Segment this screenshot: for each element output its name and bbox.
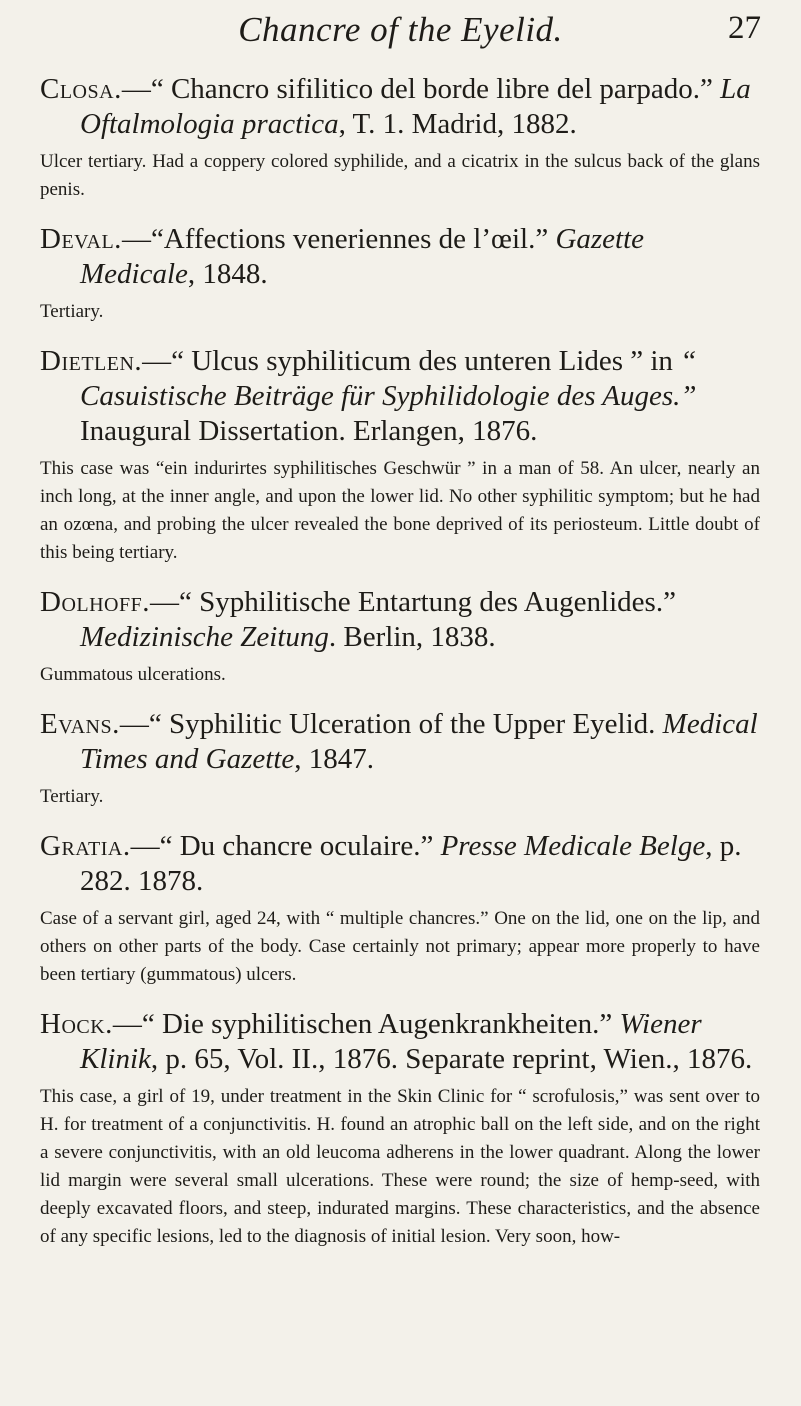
article-title: “ Syphilitic Ulceration of the Upper Eyelid. <box>148 708 663 740</box>
entry-deval <box>40 222 760 326</box>
author: Closa. <box>40 73 122 105</box>
citation <box>40 585 760 655</box>
entry-hock <box>40 1007 760 1251</box>
article-title: “Affections veneriennes de l’œil.” <box>150 223 556 255</box>
author: Dietlen. <box>40 345 143 377</box>
citation <box>40 1007 760 1077</box>
article-title: “ Die syphilitischen Augenkrankheiten.” <box>141 1008 620 1040</box>
publication: Medical Times and Gazette <box>80 708 758 775</box>
entry-gratia <box>40 829 760 989</box>
publication-details: , T. 1. Madrid, 1882. <box>338 108 577 140</box>
separator: — <box>112 1008 142 1040</box>
entry-dolhoff <box>40 585 760 689</box>
separator: — <box>150 586 179 618</box>
separator: — <box>121 223 151 255</box>
entry-note: This case was “ein indurirtes syphilitisches Geschwür ” in a man of 58. An ulcer, nearly an inch long, at the inner angle, and upon the lower lid. No other syphilitic symptom; but he had an ozœna, and probing the ulcer revealed the bone deprived of its periosteum. Little doubt of this being tertiary. <box>40 458 760 563</box>
author: Hock. <box>40 1008 113 1040</box>
publication-details: , 1848. <box>187 258 268 290</box>
author: Gratia. <box>40 830 131 862</box>
publication: La Oftalmologia practica <box>80 73 751 140</box>
citation <box>40 707 760 777</box>
publication-details: , p. 65, Vol. II., 1876. Separate reprint, Wien., 1876. <box>150 1043 753 1075</box>
author: Deval. <box>40 223 122 255</box>
entry-evans <box>40 707 760 811</box>
citation <box>40 829 760 899</box>
publication-details: , 1847. <box>294 743 375 775</box>
publication: “ Casuistische Beiträge für Syphilidologie des Auges.” <box>80 345 697 412</box>
separator: — <box>121 73 151 105</box>
publication: Presse Medicale Belge <box>440 830 706 862</box>
article-title: “ Syphilitische Entartung des Augenlides.” <box>179 586 676 618</box>
publication-details: Inaugural Dissertation. Erlangen, 1876. <box>80 415 538 447</box>
citation <box>40 344 760 449</box>
publication-details: . Berlin, 1838. <box>328 621 496 653</box>
entry-dietlen <box>40 344 760 567</box>
author: Dolhoff. <box>40 586 150 618</box>
publication: Medizinische Zeitung <box>80 621 329 653</box>
author: Evans. <box>40 708 120 740</box>
entry-note: Gummatous ulcerations. <box>40 664 226 685</box>
citation <box>40 72 760 142</box>
page-number: 27 <box>728 10 761 46</box>
article-title: “ Chancro sifilitico del borde libre del parpado.” <box>150 73 721 105</box>
entry-note: This case, a girl of 19, under treatment in the Skin Clinic for “ scrofulosis,” was sent over to H. for treatment of a conjunctivitis. H. found an atrophic ball on the left side, and on the right a severe conjunctivitis, with an old leucoma adherens in the lower quadrant. Along the lower lid margin were several small ulcerations. These were round; the size of hemp-seed, with deeply excavated floors, and steep, indurated margins. These characteristics, and the absence of any specific lesions, led to the diagnosis of initial lesion. Very soon, how- <box>40 1086 760 1247</box>
running-title: Chancre of the Eyelid. <box>238 10 563 49</box>
entry-note: Ulcer tertiary. Had a coppery colored syphilide, and a cicatrix in the sulcus back of the glans penis. <box>40 151 760 200</box>
publication: Wiener Klinik <box>80 1008 702 1075</box>
publication-details: , p. 282. 1878. <box>80 830 742 897</box>
entry-note: Case of a servant girl, aged 24, with “ multiple chancres.” One on the lid, one on the lip, and others on other parts of the body. Case certainly not primary; appear more properly to have been tertiary (gummatous) ulcers. <box>40 908 760 985</box>
publication: Gazette Medicale <box>80 223 645 290</box>
bibliography <box>40 72 760 1269</box>
page-header <box>0 10 801 60</box>
citation <box>40 222 760 292</box>
separator: — <box>119 708 149 740</box>
entry-closa <box>40 72 760 204</box>
entry-note: Tertiary. <box>40 301 104 322</box>
entry-note: Tertiary. <box>40 786 104 807</box>
article-title: “ Ulcus syphiliticum des unteren Lides ” in <box>171 345 681 377</box>
separator: — <box>130 830 160 862</box>
separator: — <box>142 345 172 377</box>
article-title: “ Du chancre oculaire.” <box>159 830 441 862</box>
